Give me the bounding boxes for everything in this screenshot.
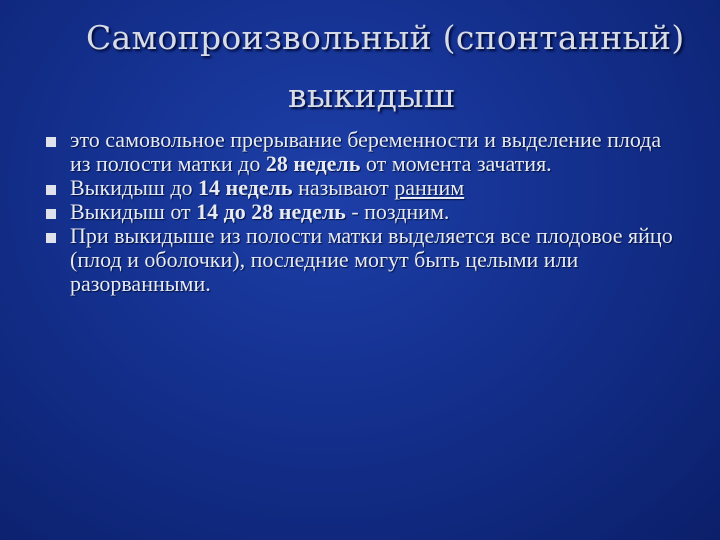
bullet-text: это самовольное прерывание беременности и выделение плода из полости матки до	[70, 127, 662, 176]
bullet-item-early	[46, 176, 686, 200]
bullet-underlined-text: ранним	[394, 175, 465, 200]
square-bullet-icon	[46, 233, 56, 243]
bullet-text: от момента зачатия.	[360, 151, 552, 176]
title-line-2: выкидыш	[288, 76, 455, 115]
bullet-item-definition	[46, 128, 686, 176]
slide-title	[86, 16, 720, 118]
bullet-item-expulsion	[46, 224, 686, 296]
bullet-list	[46, 128, 686, 296]
bullet-text: - поздним.	[345, 199, 450, 224]
bullet-item-late	[46, 200, 686, 224]
square-bullet-icon	[46, 209, 56, 219]
bullet-text: Выкидыш от	[70, 199, 197, 224]
square-bullet-icon	[46, 137, 56, 147]
bullet-bold-text: 28 недель	[265, 151, 361, 176]
square-bullet-icon	[46, 185, 56, 195]
bullet-bold-text: 14 недель	[198, 175, 293, 200]
title-line-1: Самопроизвольный (спонтанный)	[86, 18, 685, 57]
bullet-text: называют	[292, 175, 395, 200]
bullet-bold-text: 14 до 28 недель	[196, 199, 346, 224]
bullet-text: При выкидыше из полости матки выделяется все плодовое яйцо (плод и оболочки), последние могут быть целыми или разорванными.	[70, 223, 673, 296]
bullet-text: Выкидыш до	[70, 175, 199, 200]
